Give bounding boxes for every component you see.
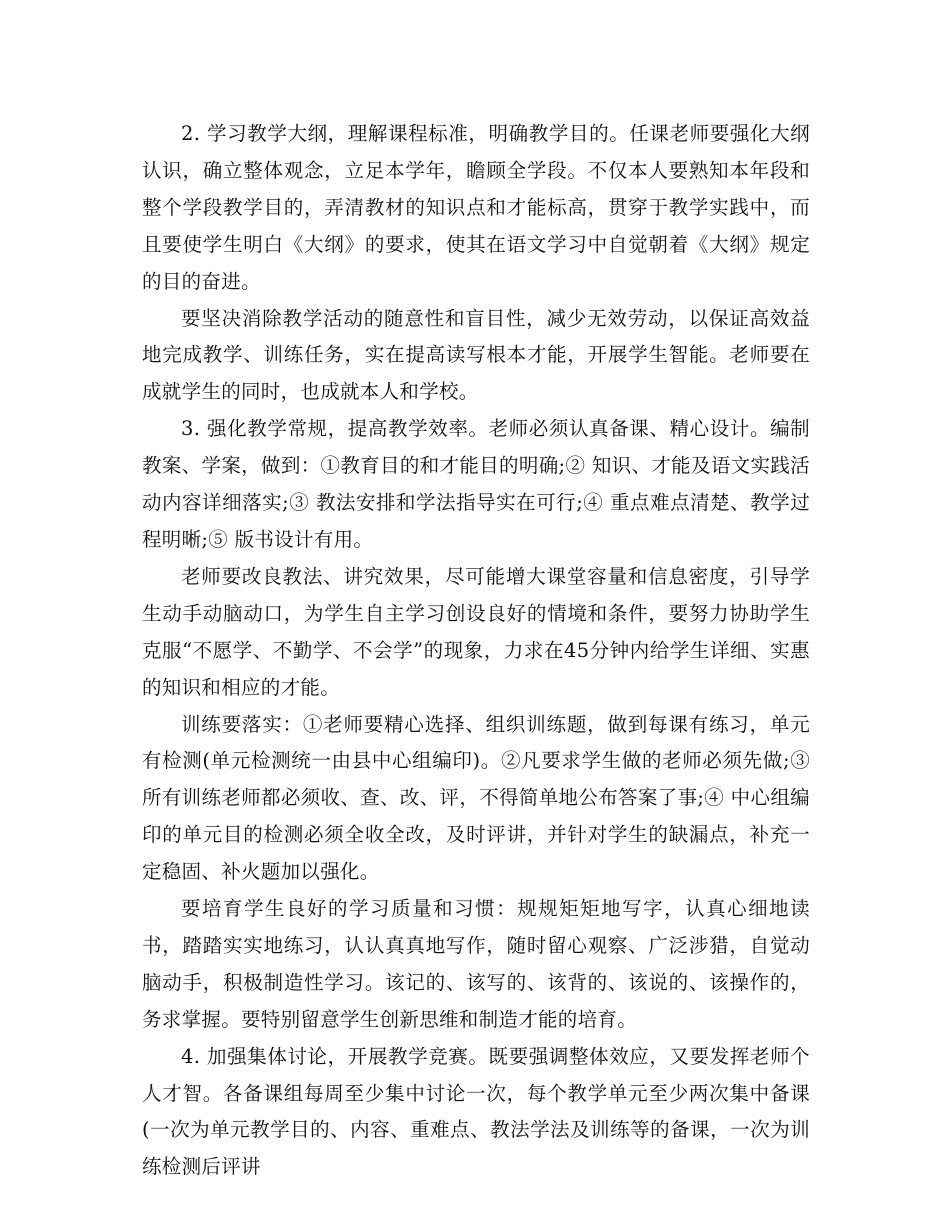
paragraph-3: 3. 强化教学常规，提高教学效率。老师必须认真备课、精心设计。编制教案、学案，做到：①教育目的和才能目的明确;② 知识、才能及语文实践活动内容详细落实;③ 教法安排和学法指导实在可行;④ 重点难点清楚、教学过程明晰;⑤ 版书设计有用。 (142, 417, 810, 551)
paragraph-4: 老师要改良教法、讲究效果，尽可能增大课堂容量和信息密度，引导学生动手动脑动口，为学生自主学习创设良好的情境和条件，要努力协助学生克服“不愿学、不勤学、不会学”的现象，力求在45分钟内给学生详细、实惠的知识和相应的才能。 (142, 564, 810, 699)
paragraph-6: 要培育学生良好的学习质量和习惯：规规矩矩地写字，认真心细地读书，踏踏实实地练习，认认真真地写作，随时留心观察、广泛涉猎，自觉动脑动手，积极制造性学习。该记的、该写的、该背的、该说的、该操作的，务求掌握。要特别留意学生创新思维和制造才能的培育。 (142, 897, 810, 1031)
paragraph-5: 训练要落实：①老师要精心选择、组织训练题，做到每课有练习，单元有检测(单元检测统一由县中心组编印)。②凡要求学生做的老师必须先做;③ 所有训练老师都必须收、查、改、评，不得简单地公布答案了事;④ 中心组编印的单元目的检测必须全收全改，及时评讲，并针对学生的缺漏点，补充一定稳固、补火题加以强化。 (142, 712, 810, 884)
paragraph-7: 4. 加强集体讨论，开展教学竞赛。既要强调整体效应，又要发挥老师个人才智。各备课组每周至少集中讨论一次，每个教学单元至少两次集中备课(一次为单元教学目的、内容、重难点、教法学法及训练等的备课，一次为训练检测后评讲 (142, 1044, 810, 1179)
paragraph-1: 2. 学习教学大纲，理解课程标准，明确教学目的。任课老师要强化大纲认识，确立整体观念，立足本学年，瞻顾全学段。不仅本人要熟知本年段和整个学段教学目的，弄清教材的知识点和才能标高，贯穿于教学实践中，而且要使学生明白《大纲》的要求，使其在语文学习中自觉朝着《大纲》规定的目的奋进。 (142, 122, 810, 293)
document-page (142, 116, 810, 1186)
paragraph-2: 要坚决消除教学活动的随意性和盲目性，减少无效劳动，以保证高效益地完成教学、训练任务，实在提高读写根本才能，开展学生智能。老师要在成就学生的同时，也成就本人和学校。 (142, 306, 810, 404)
